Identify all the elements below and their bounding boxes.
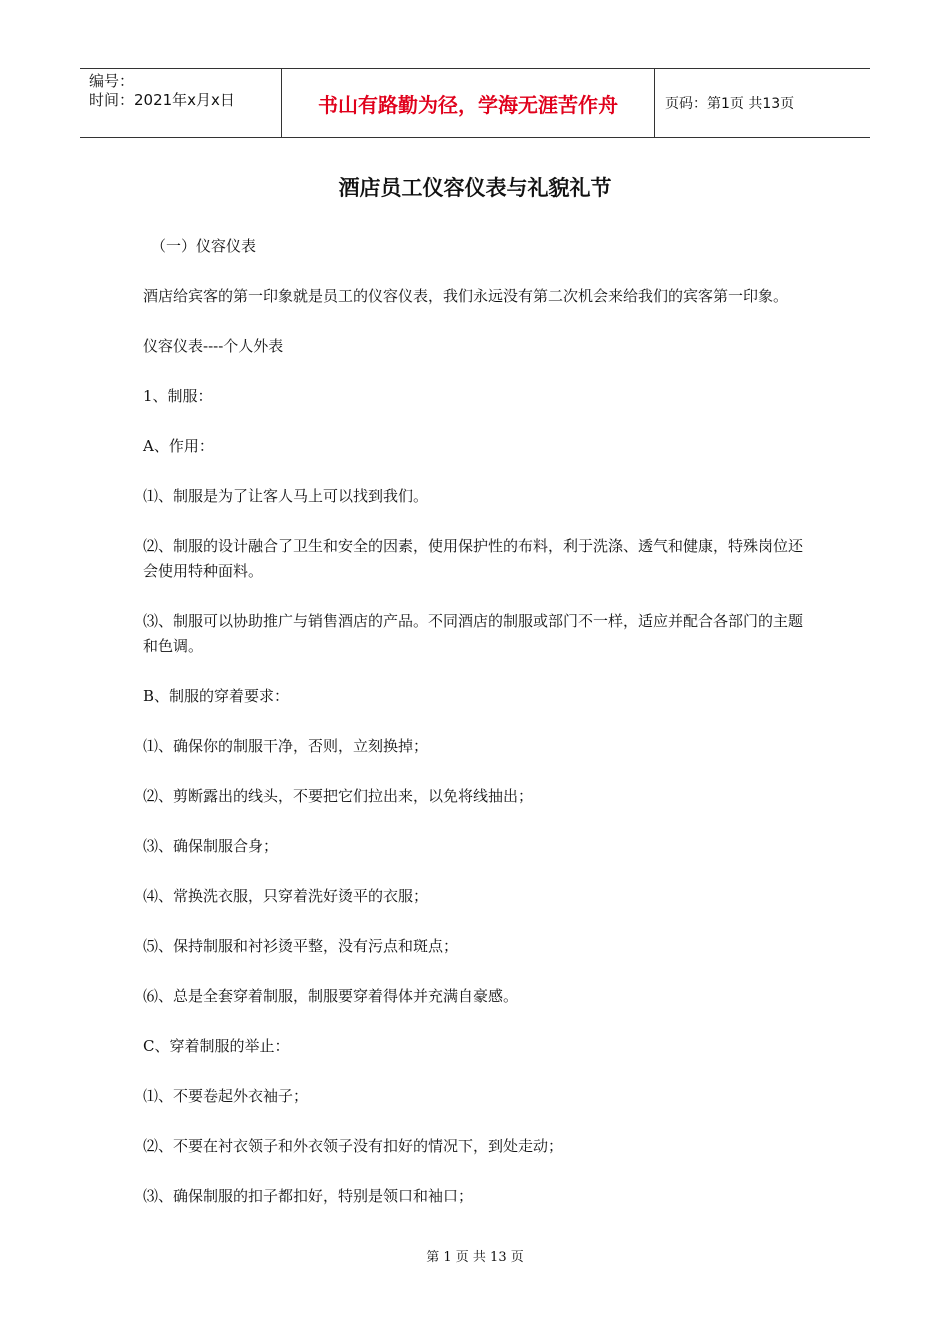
paragraph: ⑶、确保制服合身； [143,837,279,855]
paragraph: A、作用： [143,437,214,455]
motto-text: 书山有路勤为径，学海无涯苦作舟 [318,92,618,117]
section-heading: （一）仪容仪表 [151,237,257,255]
paragraph: ⑸、保持制服和衬衫烫平整，没有污点和斑点； [143,937,459,955]
paragraph: 仪容仪表----个人外表 [143,337,284,355]
paragraph: C、穿着制服的举止： [143,1037,290,1055]
header-motto-cell [282,69,655,137]
paragraph: ⑴、制服是为了让客人马上可以找到我们。 [143,487,429,505]
paragraph: ⑶、制服可以协助推广与销售酒店的产品。不同酒店的制服或部门不一样，适应并配合各部门的主题和色调。 [143,612,804,655]
paragraph: 酒店给宾客的第一印象就是员工的仪容仪表，我们永远没有第二次机会来给我们的宾客第一印象。 [143,287,789,305]
header-page-cell [655,69,870,137]
document-title: 酒店员工仪容仪表与礼貌礼节 [338,176,612,200]
page-footer: 第 1 页 共 13 页 [426,1250,524,1265]
paragraph: ⑴、确保你的制服干净，否则，立刻换掉； [143,737,429,755]
paragraph: ⑵、制服的设计融合了卫生和安全的因素，使用保护性的布料，利于洗涤、透气和健康，特殊岗位还会使用特种面料。 [143,537,804,580]
number-label: 编号： [89,72,135,90]
paragraph: ⑵、不要在衬衣领子和外衣领子没有扣好的情况下，到处走动； [143,1137,564,1155]
paragraph: 1、制服： [143,387,213,405]
paragraph: ⑹、总是全套穿着制服，制服要穿着得体并充满自豪感。 [143,987,519,1005]
paragraph: ⑵、剪断露出的线头，不要把它们拉出来，以免将线抽出； [143,787,534,805]
header-meta-cell [80,69,282,137]
paragraph: ⑶、确保制服的扣子都扣好，特别是领口和袖口； [143,1187,474,1205]
document-body [143,234,811,1234]
paragraph: ⑴、不要卷起外衣袖子； [143,1087,309,1105]
paragraph: ⑷、常换洗衣服，只穿着洗好烫平的衣服； [143,887,429,905]
page-info: 页码：第1页 共13页 [665,96,795,112]
header-table [80,68,870,138]
time-label: 时间：2021年x月x日 [89,91,235,109]
paragraph: B、制服的穿着要求： [143,687,290,705]
